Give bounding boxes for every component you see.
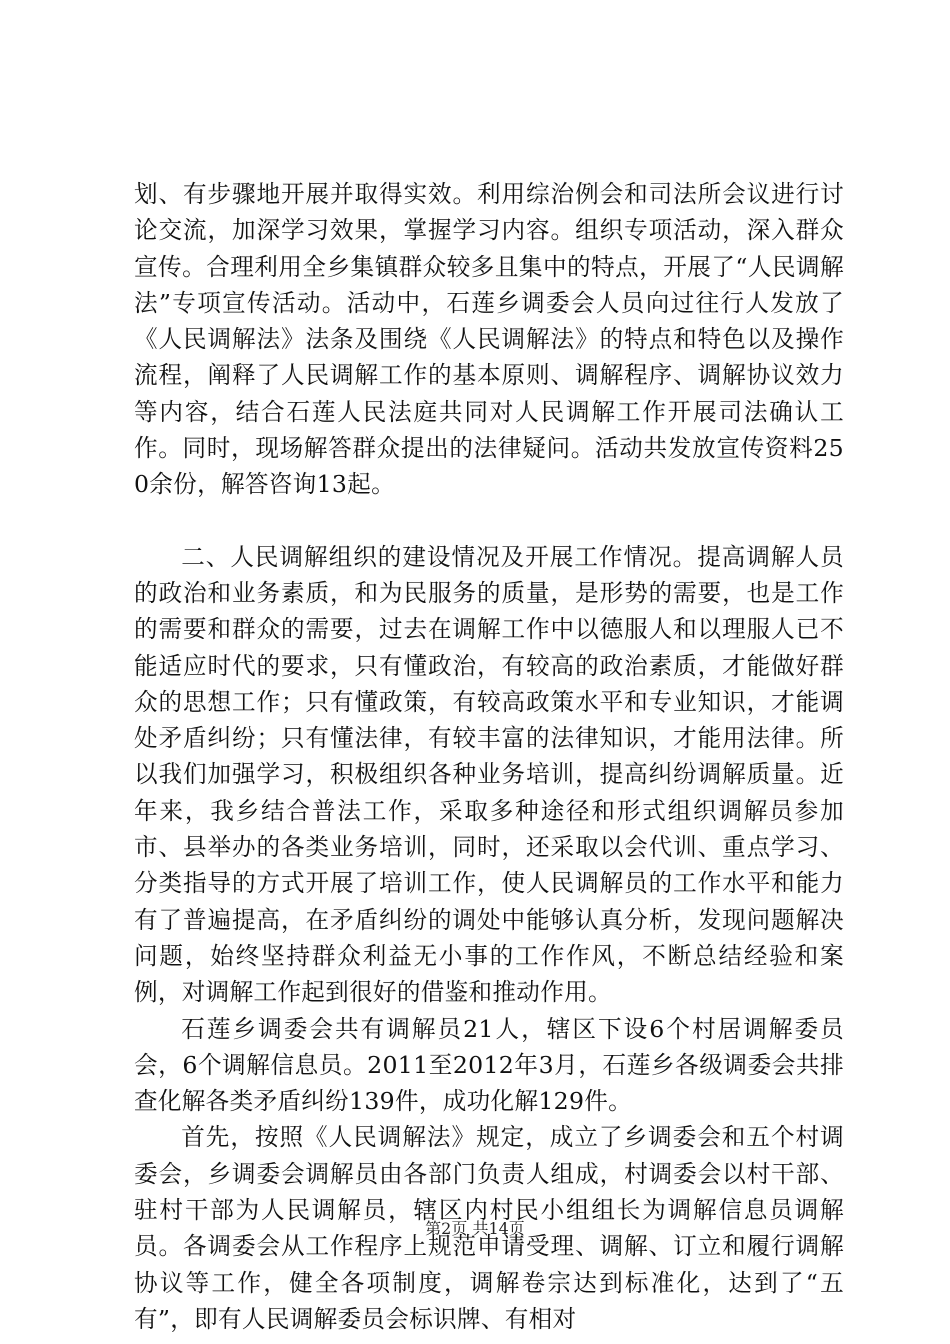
paragraph-1: 划、有步骤地开展并取得实效。利用综治例会和司法所会议进行讨论交流，加深学习效果，掌握学习内容。组织专项活动，深入群众宣传。合理利用全乡集镇群众较多且集中的特点，开展了“人民调解法”专项宣传活动。活动中，石莲乡调委会人员向过往行人发放了《人民调解法》法条及围绕《人民调解法》的特点和特色以及操作流程，阐释了人民调解工作的基本原则、调解程序、调解协议效力等内容，结合石莲人民法庭共同对人民调解工作开展司法确认工作。同时，现场解答群众提出的法律疑问。活动共发放宣传资料250余份，解答咨询13起。 [134, 180, 844, 499]
page-footer: 第2页 共14页 [425, 1219, 525, 1238]
paragraph-3: 石莲乡调委会共有调解员21人，辖区下设6个村居调解委员会，6个调解信息员。2011至2012年3月，石莲乡各级调委会共排查化解各类矛盾纠纷139件，成功化解129件。 [134, 1014, 844, 1116]
paragraph-2: 二、人民调解组织的建设情况及开展工作情况。提高调解人员的政治和业务素质，和为民服务的质量，是形势的需要，也是工作的需要和群众的需要，过去在调解工作中以德服人和以理服人已不能适应时代的要求，只有懂政治，有较高的政治素质，才能做好群众的思想工作；只有懂政策，有较高政策水平和专业知识，才能调处矛盾纠纷；只有懂法律，有较丰富的法律知识，才能用法律。所以我们加强学习，积极组织各种业务培训，提高纠纷调解质量。近年来，我乡结合普法工作，采取多种途径和形式组织调解员参加市、县举办的各类业务培训，同时，还采取以会代训、重点学习、分类指导的方式开展了培训工作，使人民调解员的工作水平和能力有了普遍提高，在矛盾纠纷的调处中能够认真分析，发现问题解决问题，始终坚持群众利益无小事的工作作风，不断总结经验和案例，对调解工作起到很好的借鉴和推动作用。 [134, 542, 844, 1007]
paragraph-4: 首先，按照《人民调解法》规定，成立了乡调委会和五个村调委会，乡调委会调解员由各部门负责人组成，村调委会以村干部、驻村干部为人民调解员，辖区内村民小组组长为调解信息员调解员。各调委会从工作程序上规范申请受理、调解、订立和履行调解协议等工作，健全各项制度，调解卷宗达到标准化，达到了“五有”，即有人民调解委员会标识牌、有相对 [134, 1123, 844, 1333]
paragraph-spacer [134, 503, 844, 539]
document-body [134, 176, 844, 1337]
